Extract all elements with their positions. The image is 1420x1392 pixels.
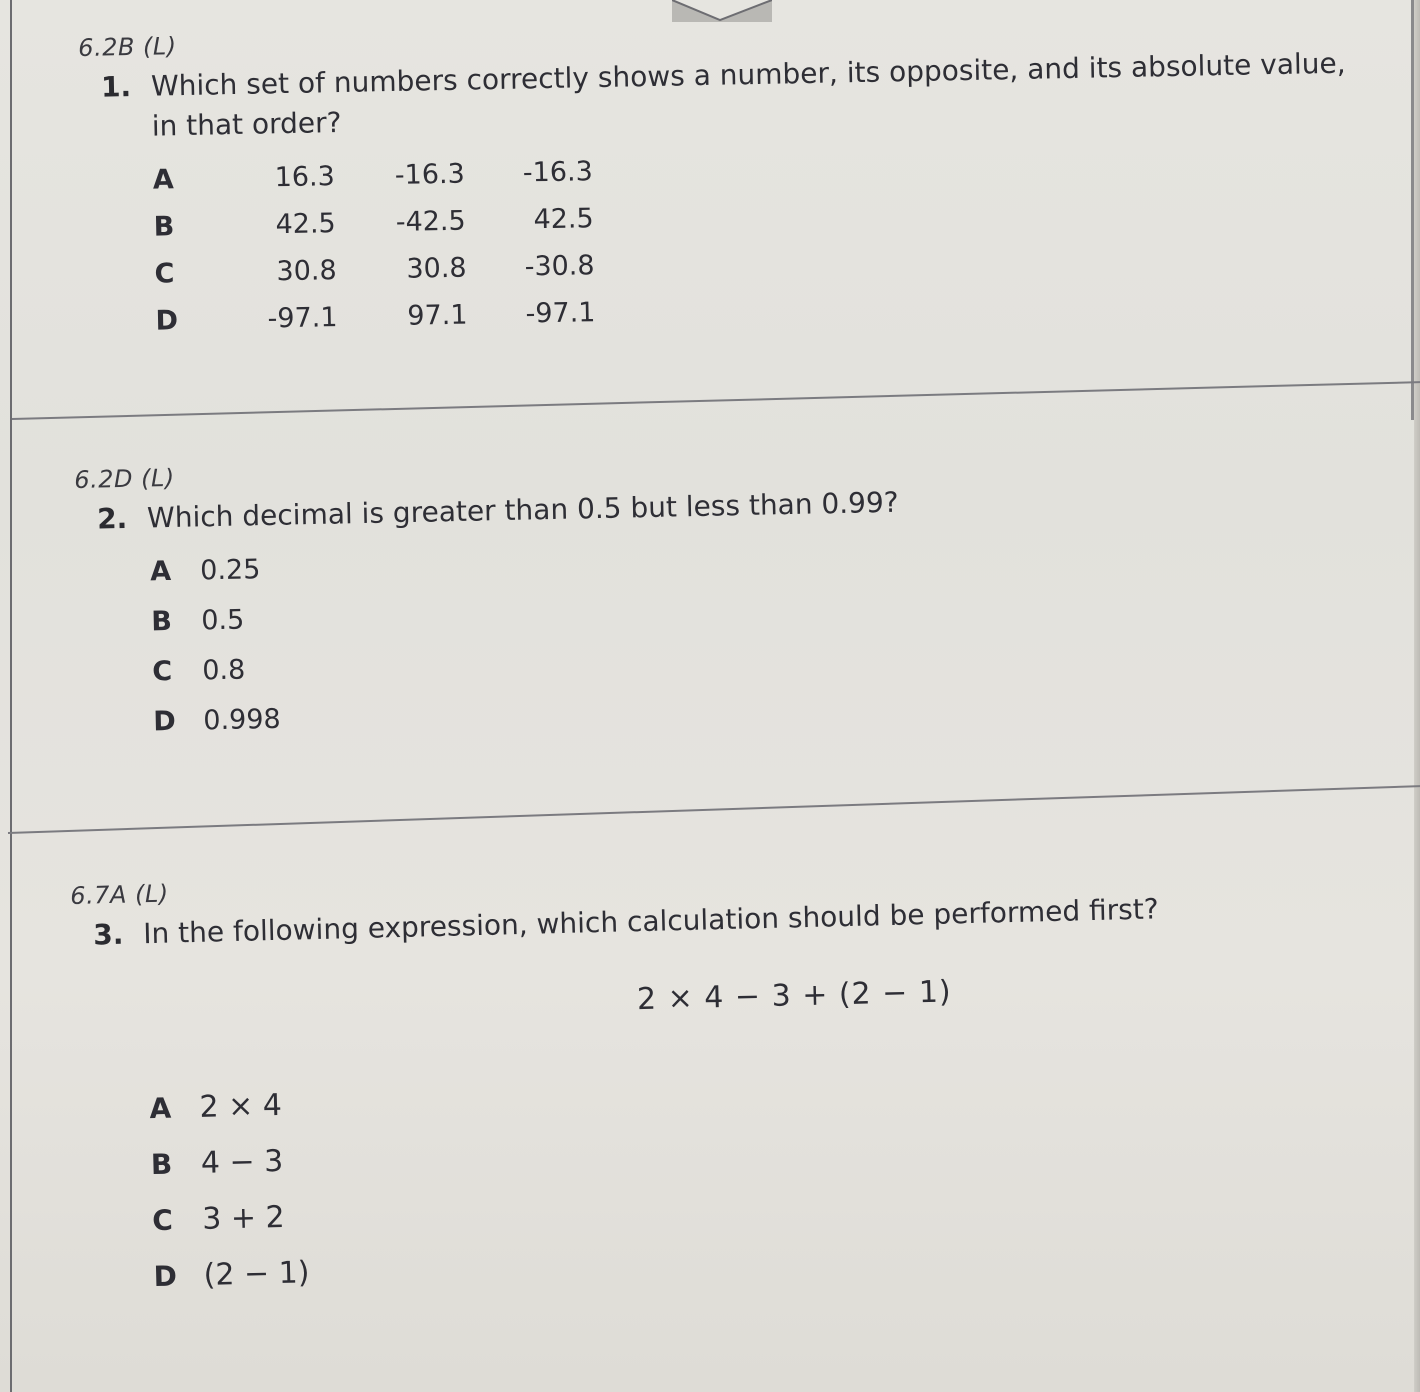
math-expression: 2 × 4 − 3 + (2 − 1) [636,974,953,1018]
choice-value: 4 − 3 [200,1143,284,1181]
question-1 [78,10,1356,346]
choice-number: 16.3 [274,161,336,194]
choice-letter: B [150,605,173,638]
choice-number: 30.8 [276,255,337,288]
answer-choice-d[interactable] [155,289,596,344]
choice-value: 0.5 [200,604,245,637]
answer-choice-a[interactable] [152,148,593,203]
choice-letter: D [153,705,177,738]
question-text: Which decimal is greater than 0.5 but less than 0.99? [146,485,899,535]
choice-absolute-value: -97.1 [525,297,596,330]
choice-letter: A [149,555,172,588]
choice-absolute-value: -30.8 [524,250,595,283]
choice-letter: B [150,1147,173,1182]
teks-code: 6.2D (L) [74,463,175,494]
choice-letter: C [154,258,175,290]
header-logo-fragment [672,0,772,22]
choice-letter: A [149,1091,172,1126]
question-number: 2. [96,501,128,536]
teks-code: 6.2B (L) [78,32,177,62]
choice-letter: C [151,1203,174,1238]
choice-value: 0.25 [199,554,261,587]
choice-value: (2 − 1) [203,1255,310,1293]
choice-absolute-value: 42.5 [533,203,594,236]
question-3 [70,851,1352,1317]
choice-letter: D [155,305,179,337]
choice-letter: B [153,211,175,243]
section-divider [8,785,1420,834]
choice-letter: C [152,655,173,688]
answer-choice-c[interactable] [154,242,595,297]
choice-absolute-value: -16.3 [522,156,594,189]
choice-value: 3 + 2 [201,1199,286,1237]
question-stem [79,44,1352,148]
choice-letter: D [153,1259,178,1294]
choice-opposite: 97.1 [407,299,468,332]
teks-code: 6.7A (L) [70,879,169,910]
choice-letter: A [152,164,175,196]
choice-value: 2 × 4 [199,1087,283,1125]
answer-choice-b[interactable] [153,195,594,250]
choice-number: -97.1 [267,302,338,335]
answer-choices [149,1062,1352,1315]
choice-opposite: -42.5 [395,205,466,238]
question-number: 1. [100,69,132,104]
choice-opposite: 30.8 [406,252,467,285]
question-number: 3. [92,917,124,952]
choice-number: 42.5 [275,208,336,241]
answer-choices [152,148,596,344]
question-2 [74,439,1352,758]
section-divider [12,381,1420,420]
question-text: Which set of numbers correctly shows a number, its opposite, and its absolute value, in that order? [150,46,1346,143]
choice-value: 0.998 [203,703,281,737]
question-text: In the following expression, which calculation should be performed first? [142,892,1160,951]
answer-choices [150,531,1352,756]
page-edge-shadow [1414,0,1420,1392]
left-margin-rule [10,0,12,1392]
choice-opposite: -16.3 [394,158,466,191]
choice-value: 0.8 [201,654,246,687]
